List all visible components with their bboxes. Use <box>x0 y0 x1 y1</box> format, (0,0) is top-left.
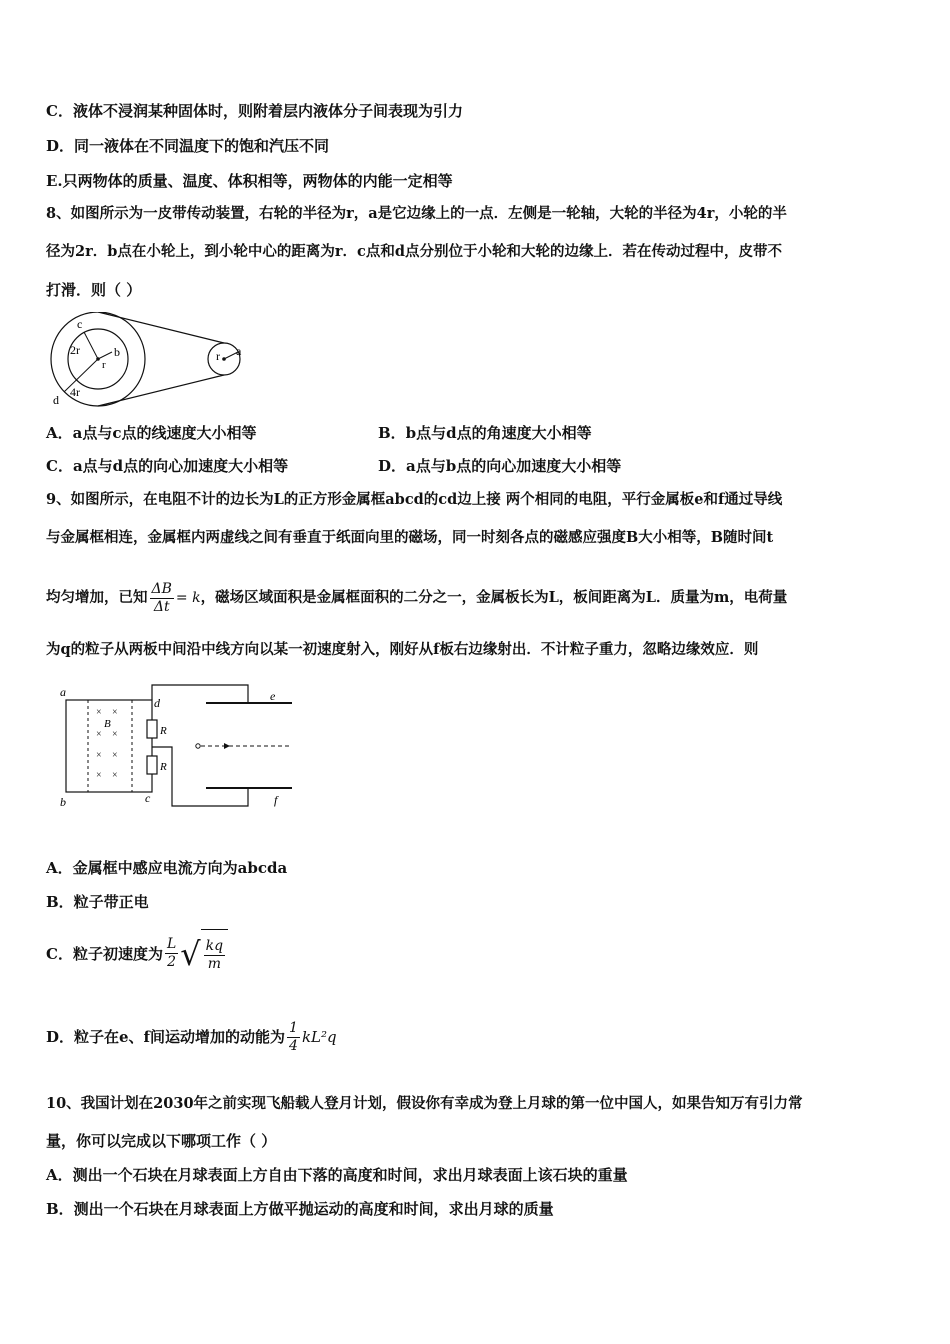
q9-label-R1: R <box>160 725 167 737</box>
q8-option-c: C．a点与d点的向心加速度大小相等 <box>46 457 289 475</box>
q9-option-a: A．金属框中感应电流方向为abcda <box>46 859 288 877</box>
q9-option-c: C．粒子初速度为 $\frac{L}{2}$ √ $\frac{kq}{m}$ <box>46 928 228 980</box>
svg-text:×: × <box>112 750 118 761</box>
q8-stem-line2: 径为2r．b点在小轮上，到小轮中心的距离为r．c点和d点分别位于小轮和大轮的边缘上．若在传动过程中，皮带不 <box>46 243 782 260</box>
svg-text:×: × <box>112 729 118 740</box>
q9-option-c-sqrt: √ $\frac{kq}{m}$ <box>180 928 228 980</box>
q9-label-B: B <box>104 718 111 730</box>
q9-equals-k: = k <box>175 590 201 606</box>
q8-option-a: A．a点与c点的线速度大小相等 <box>46 424 257 442</box>
q8-label-a: a <box>236 344 242 358</box>
q8-label-c: c <box>77 317 83 331</box>
q8-belt-pulley-figure <box>46 312 256 412</box>
q9-label-R2: R <box>160 761 167 773</box>
q9-delta-b-over-delta-t: $\frac{\Delta B}{\Delta t}$ <box>151 580 172 615</box>
svg-text:×: × <box>96 707 102 718</box>
svg-text:×: × <box>96 770 102 781</box>
q8-label-r-right: r <box>216 349 220 363</box>
svg-text:×: × <box>96 750 102 761</box>
q9-label-b: b <box>60 795 66 809</box>
q8-stem-line3: 打滑．则（ ） <box>46 281 142 299</box>
q9-stem-line3-pre: 均匀增加，已知 <box>46 589 148 606</box>
q8-option-b: B．b点与d点的角速度大小相等 <box>378 424 592 442</box>
q9-option-d-frac: $\frac{1}{4}$ <box>289 1019 298 1054</box>
q9-stem-line3-post: ，磁场区域面积是金属框面积的二分之一，金属板长为L，板间距离为L．质量为m，电荷量 <box>200 589 788 606</box>
svg-text:×: × <box>96 729 102 740</box>
q9-option-d-expr: kL²q <box>301 1028 337 1046</box>
svg-text:×: × <box>112 707 118 718</box>
q8-label-2r: 2r <box>70 343 80 357</box>
svg-text:×: × <box>112 770 118 781</box>
q8-option-d: D．a点与b点的向心加速度大小相等 <box>378 457 622 475</box>
q9-label-a: a <box>60 685 66 699</box>
q10-option-b: B．测出一个石块在月球表面上方做平抛运动的高度和时间，求出月球的质量 <box>46 1200 554 1218</box>
q9-label-e: e <box>270 689 276 703</box>
q9-option-c-frac: $\frac{L}{2}$ <box>166 936 177 971</box>
q10-stem-line1: 10、我国计划在2030年之前实现飞船载人登月计划，假设你有幸成为登上月球的第一位中国人，如果告知万有引力常 <box>46 1095 803 1112</box>
q9-stem-line4: 为q的粒子从两板中间沿中线方向以某一初速度射入，刚好从f板右边缘射出．不计粒子重力，忽略边缘效应．则 <box>46 641 759 658</box>
q9-stem-line2: 与金属框相连，金属框内两虚线之间有垂直于纸面向里的磁场，同一时刻各点的磁感应强度B大小相等，B随时间t <box>46 529 774 546</box>
q7-option-e: E.只两物体的质量、温度、体积相等，两物体的内能一定相等 <box>46 172 453 190</box>
q9-label-c: c <box>145 791 151 805</box>
q8-label-4r: 4r <box>70 385 80 399</box>
q9-label-f: f <box>274 793 278 807</box>
q10-stem-line2: 量，你可以完成以下哪项工作（ ） <box>46 1132 277 1150</box>
q8-stem-line1: 8、如图所示为一皮带传动装置，右轮的半径为r，a是它边缘上的一点．左侧是一轮轴，大轮的半径为4r，小轮的半 <box>46 205 787 222</box>
q7-option-c: C．液体不浸润某种固体时，则附着层内液体分子间表现为引力 <box>46 102 463 120</box>
q7-option-d: D．同一液体在不同温度下的饱和汽压不同 <box>46 137 330 155</box>
q8-label-r-small: r <box>102 359 106 371</box>
q9-stem-line1: 9、如图所示，在电阻不计的边长为L的正方形金属框abcd的cd边上接 两个相同的电阻，平行金属板e和f通过导线 <box>46 491 783 508</box>
q9-circuit-figure <box>56 680 306 810</box>
q10-option-a: A．测出一个石块在月球表面上方自由下落的高度和时间，求出月球表面上该石块的重量 <box>46 1166 628 1184</box>
q9-stem-line3 <box>46 578 787 618</box>
q9-label-d: d <box>154 696 160 710</box>
q9-option-d: D．粒子在e、f间运动增加的动能为 $\frac{1}{4}$ kL²q <box>46 1012 337 1062</box>
q9-option-b: B．粒子带正电 <box>46 893 149 911</box>
q8-label-d: d <box>53 393 59 407</box>
q8-label-b: b <box>114 345 120 359</box>
